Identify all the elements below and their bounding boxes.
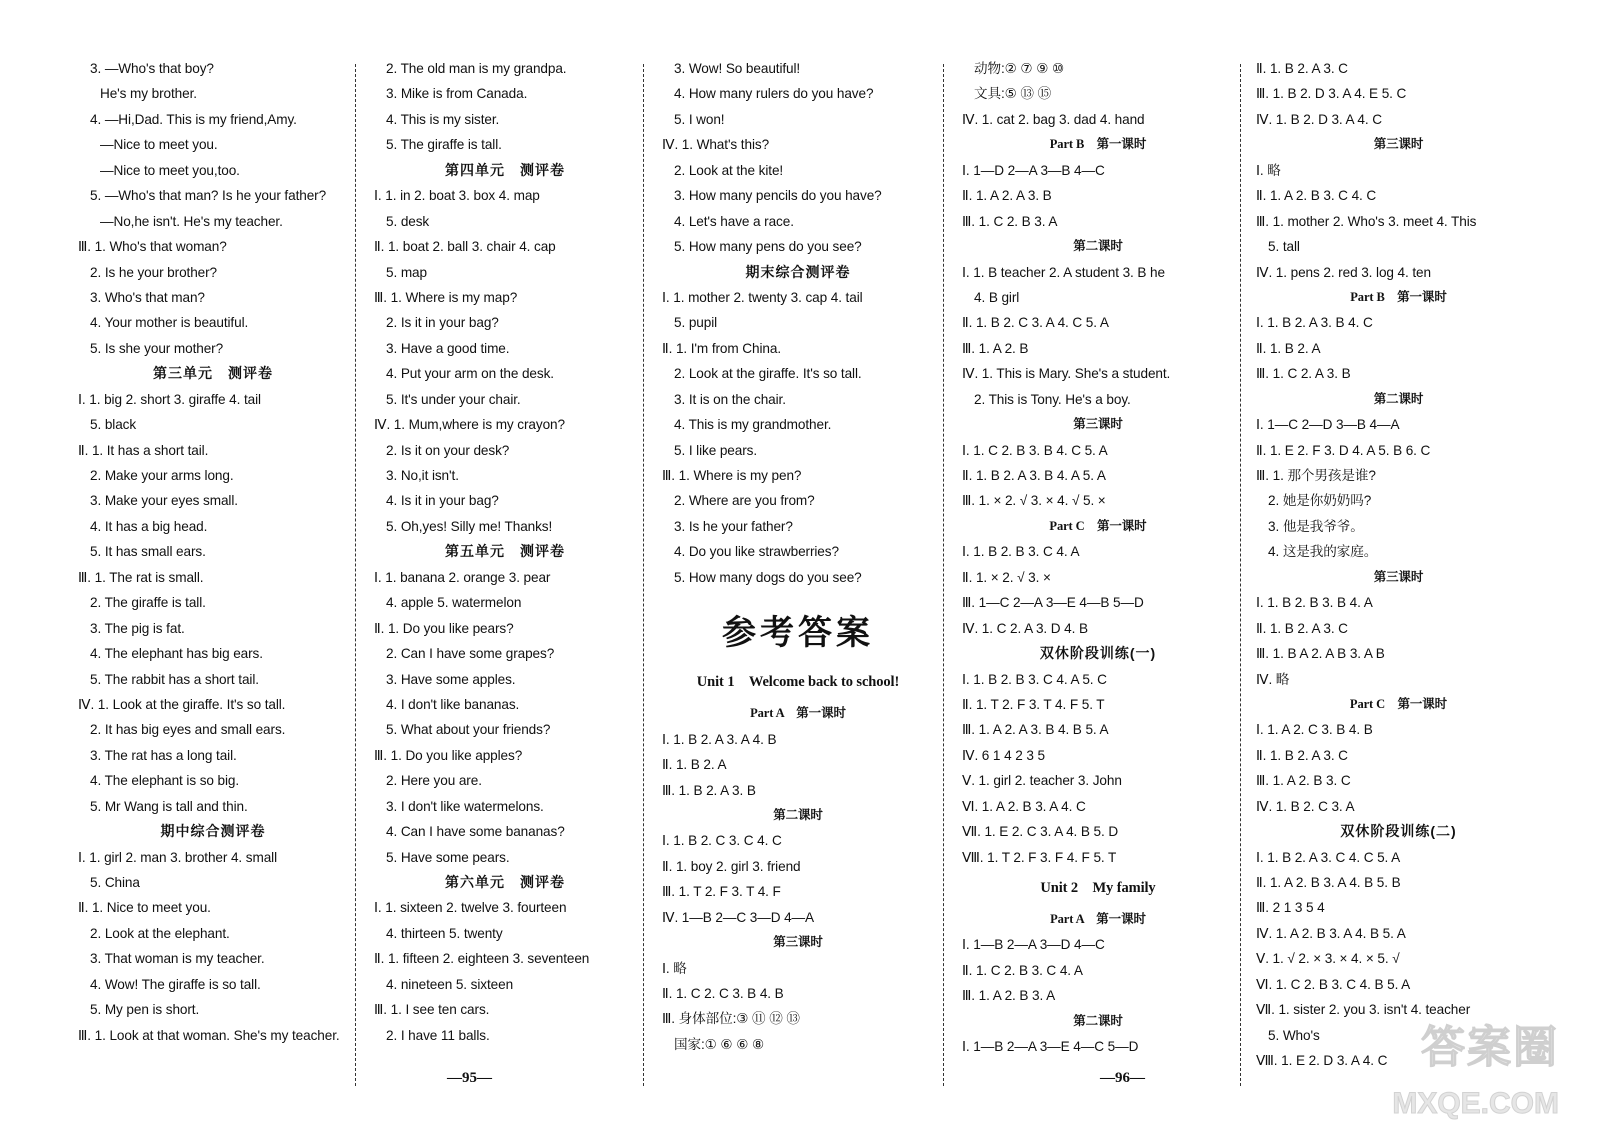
- answer-line: Ⅱ. 1. B 2. A 3. B 4. A 5. A: [962, 468, 1106, 483]
- answer-line: 3. The rat has a long tail.: [90, 747, 237, 763]
- answer-line: 2. Here you are.: [386, 773, 482, 789]
- answer-line: Ⅰ. 1. big 2. short 3. giraffe 4. tail: [78, 391, 261, 407]
- answer-line: 5. China: [90, 875, 140, 890]
- answer-line: Ⅰ. 1—B 2—A 3—D 4—C: [962, 937, 1105, 953]
- answer-line: 4. How many rulers do you have?: [674, 86, 874, 102]
- page-number-left: —95—: [447, 1070, 492, 1086]
- answer-line: 3. Wow! So beautiful!: [674, 61, 801, 76]
- answer-line: 2. This is Tony. He's a boy.: [974, 391, 1131, 407]
- answer-line: 5. What about your friends?: [386, 722, 551, 738]
- answer-line: 2. 她是你奶奶吗?: [1268, 493, 1372, 509]
- answer-line: Ⅲ. 1. A 2. B 3. A: [962, 988, 1056, 1004]
- answer-line: Ⅱ. 1. A 2. B 3. A 4. B 5. B: [1256, 875, 1401, 890]
- answer-line: Ⅲ. 1. B A 2. A B 3. A B: [1256, 646, 1385, 662]
- answer-line: Ⅳ. 1. Mum,where is my crayon?: [374, 417, 565, 433]
- answer-line: Ⅱ. 1. E 2. F 3. D 4. A 5. B 6. C: [1256, 442, 1431, 458]
- section-heading: 第二课时: [773, 807, 823, 822]
- answer-line: 4. B girl: [974, 289, 1020, 305]
- section-heading: Part C 第一课时: [1349, 696, 1448, 711]
- answer-line: Ⅱ. 1. Nice to meet you.: [78, 900, 211, 916]
- answer-line: 3. I don't like watermelons.: [386, 798, 544, 814]
- watermark-logo-text: 答案圈: [1421, 1023, 1559, 1072]
- answer-line: 4. nineteen 5. sixteen: [386, 976, 514, 992]
- answer-line: Ⅱ. 1. It has a short tail.: [78, 442, 209, 458]
- answer-line: Ⅰ. 1. sixteen 2. twelve 3. fourteen: [374, 900, 567, 916]
- column-4: [962, 56, 1234, 1081]
- answer-line: 5. map: [386, 264, 427, 280]
- answer-line: 3. Is he your father?: [674, 518, 793, 534]
- answer-line: Ⅰ. 1. B 2. A 3. C 4. C 5. A: [1256, 849, 1401, 865]
- answer-line: —Nice to meet you,too.: [100, 162, 240, 178]
- answer-line: 5. The rabbit has a short tail.: [90, 671, 259, 687]
- answer-line: 2. I have 11 balls.: [386, 1027, 490, 1043]
- answer-line: 5. It has small ears.: [90, 544, 206, 560]
- section-heading: 第三单元 测评卷: [153, 365, 273, 382]
- answer-line: 3. That woman is my teacher.: [90, 951, 265, 967]
- answer-line: 3. Have some apples.: [386, 671, 516, 687]
- answer-line: 2. Is he your brother?: [90, 264, 218, 280]
- answer-line: Ⅰ. 1—C 2—D 3—B 4—A: [1256, 417, 1400, 433]
- section-heading: Part C 第一课时: [1049, 518, 1147, 533]
- answer-line: Ⅳ. 1. Look at the giraffe. It's so tall.: [78, 696, 286, 712]
- answer-line: Ⅲ. 2 1 3 5 4: [1256, 900, 1325, 916]
- answer-line: 3. Make your eyes small.: [90, 493, 238, 509]
- answer-line: 3. Who's that man?: [90, 289, 205, 305]
- answer-line: Ⅲ. 1. Where is my map?: [374, 289, 518, 305]
- column-divider: [355, 64, 356, 1086]
- answer-line: Ⅴ. 1. √ 2. × 3. × 4. × 5. √: [1256, 951, 1400, 967]
- section-heading: 第二课时: [1073, 1013, 1123, 1028]
- section-heading: 双休阶段训练(二): [1340, 823, 1457, 840]
- answer-line: Ⅱ. 1. A 2. B 3. C 4. C: [1256, 188, 1377, 204]
- answer-line: Ⅰ. 1. mother 2. twenty 3. cap 4. tail: [662, 289, 863, 305]
- answer-line: 动物:② ⑦ ⑨ ⑩: [974, 61, 1065, 76]
- answer-line: Ⅲ. 1. Look at that woman. She's my teacher.: [78, 1027, 340, 1043]
- answer-line: Ⅰ. 略: [662, 960, 687, 976]
- answer-line: Ⅲ. 1. Where is my pen?: [662, 468, 802, 483]
- answer-line: Ⅰ. 1. A 2. C 3. B 4. B: [1256, 722, 1373, 738]
- answer-line: Ⅲ. 1. The rat is small.: [78, 569, 204, 585]
- answer-line: 3. No,it isn't.: [386, 468, 459, 483]
- answer-line: 5. I like pears.: [674, 442, 758, 458]
- answer-line: Ⅰ. 1. girl 2. man 3. brother 4. small: [78, 849, 278, 865]
- answer-line: Ⅶ. 1. sister 2. you 3. isn't 4. teacher: [1256, 1002, 1471, 1018]
- answer-line: 2. Look at the giraffe. It's so tall.: [674, 366, 862, 382]
- answer-line: Ⅲ. 1. 那个男孩是谁?: [1256, 468, 1376, 483]
- answer-line: Ⅰ. 1. B 2. B 3. C 4. A 5. C: [962, 671, 1107, 687]
- answer-line: Ⅵ. 1. C 2. B 3. C 4. B 5. A: [1256, 976, 1411, 992]
- answer-line: Ⅱ. 1. B 2. A: [1256, 340, 1321, 356]
- section-heading: 第三课时: [1373, 569, 1424, 584]
- answer-line: 5. pupil: [674, 315, 718, 331]
- column-divider: [1240, 64, 1241, 1086]
- answer-line: Ⅳ. 1—B 2—C 3—D 4—A: [662, 909, 815, 925]
- answer-line: 4. It has a big head.: [90, 518, 208, 534]
- answer-line: —No,he isn't. He's my teacher.: [100, 213, 283, 229]
- answer-line: 2. Where are you from?: [674, 493, 815, 509]
- answer-line: Ⅱ. 1. boat 2. ball 3. chair 4. cap: [374, 239, 556, 255]
- answer-line: 4. 这是我的家庭。: [1268, 544, 1378, 560]
- section-heading: 第六单元 测评卷: [445, 874, 565, 890]
- answer-line: Ⅲ. 1. T 2. F 3. T 4. F: [662, 884, 781, 900]
- answer-line: Ⅰ. 1. B 2. C 3. C 4. C: [662, 833, 782, 849]
- answer-line: Ⅰ. 略: [1256, 162, 1281, 178]
- answer-line: 2. The giraffe is tall.: [90, 595, 206, 611]
- answer-line: Ⅲ. 1. A 2. B: [962, 340, 1029, 356]
- answer-line: 5. How many pens do you see?: [674, 239, 862, 255]
- answer-line: 4. This is my grandmother.: [674, 417, 832, 433]
- answer-line: Ⅳ. 1. This is Mary. She's a student.: [962, 366, 1171, 382]
- answer-line: 4. Let's have a race.: [674, 213, 794, 229]
- answer-line: Ⅲ. 1. A 2. A 3. B 4. B 5. A: [962, 722, 1109, 738]
- answer-line: Ⅳ. 6 1 4 2 3 5: [962, 747, 1045, 763]
- column-1: [78, 56, 348, 1081]
- page-number-right: —96—: [1100, 1070, 1145, 1086]
- answer-line: 5. The giraffe is tall.: [386, 137, 502, 153]
- answer-line: 4. The elephant is so big.: [90, 773, 240, 789]
- answer-line: Ⅰ. 1. B 2. A 3. A 4. B: [662, 731, 777, 747]
- answer-line: Ⅲ. 1. C 2. A 3. B: [1256, 366, 1351, 382]
- answer-line: 2. Is it in your bag?: [386, 315, 499, 331]
- section-heading: Part A 第一课时: [1050, 912, 1146, 926]
- answer-line: 3. The pig is fat.: [90, 620, 185, 636]
- answer-line: Ⅱ. 1. B 2. A: [662, 757, 727, 773]
- section-heading: 第五单元 测评卷: [445, 543, 565, 560]
- answer-line: Ⅱ. 1. I'm from China.: [662, 340, 781, 356]
- answer-line: Ⅰ. 1. B teacher 2. A student 3. B he: [962, 264, 1165, 280]
- answer-line: 4. thirteen 5. twenty: [386, 925, 503, 941]
- answer-line: 5. —Who's that man? Is he your father?: [90, 188, 327, 204]
- section-heading: 第三课时: [773, 935, 823, 950]
- column-divider: [943, 64, 944, 1086]
- page-title: 参考答案: [722, 613, 874, 654]
- answer-line: Ⅳ. 1. A 2. B 3. A 4. B 5. A: [1256, 925, 1406, 941]
- answer-line: 5. How many dogs do you see?: [674, 569, 862, 585]
- answer-line: Ⅰ. 1—D 2—A 3—B 4—C: [962, 162, 1105, 178]
- answer-line: Ⅱ. 1. T 2. F 3. T 4. F 5. T: [962, 696, 1105, 712]
- answer-line: Ⅱ. 1. A 2. A 3. B: [962, 188, 1052, 204]
- answer-line: Ⅰ. 1. B 2. A 3. B 4. C: [1256, 315, 1373, 331]
- site-watermark: [1369, 1011, 1559, 1121]
- watermark-url: MXQE.COM: [1392, 1087, 1559, 1120]
- answer-line: 2. The old man is my grandpa.: [386, 61, 567, 76]
- answer-line: Ⅳ. 1. B 2. D 3. A 4. C: [1256, 111, 1382, 127]
- answer-line: Ⅲ. 1. × 2. √ 3. × 4. √ 5. ×: [962, 493, 1106, 509]
- answer-line: Ⅴ. 1. girl 2. teacher 3. John: [962, 773, 1122, 789]
- answer-line: 2. Look at the kite!: [674, 162, 784, 178]
- answer-line: Ⅳ. 1. B 2. C 3. A: [1256, 798, 1355, 814]
- answer-line: Ⅲ. 1. A 2. B 3. C: [1256, 773, 1351, 789]
- answer-line: Ⅲ. 1. C 2. B 3. A: [962, 213, 1058, 229]
- answer-line: Ⅶ. 1. E 2. C 3. A 4. B 5. D: [962, 824, 1119, 840]
- answer-line: 2. Is it on your desk?: [386, 442, 510, 458]
- answer-line: 3. 他是我爷爷。: [1268, 518, 1364, 534]
- column-2: [374, 56, 636, 1081]
- answer-line: Ⅱ. 1. B 2. A 3. C: [1256, 61, 1348, 76]
- answer-line: 3. Mike is from Canada.: [386, 86, 528, 102]
- answer-line: Ⅱ. 1. B 2. A 3. C: [1256, 620, 1348, 636]
- answer-line: Ⅱ. 1. × 2. √ 3. ×: [962, 569, 1051, 585]
- answer-line: 5. desk: [386, 213, 430, 229]
- section-heading: 第三课时: [1073, 417, 1123, 432]
- answer-line: Ⅷ. 1. T 2. F 3. F 4. F 5. T: [962, 849, 1117, 865]
- answer-line: —Nice to meet you.: [100, 137, 218, 153]
- answer-line: Ⅰ. 1. B 2. B 3. B 4. A: [1256, 595, 1373, 611]
- answer-line: 3. —Who's that boy?: [90, 61, 214, 76]
- answer-line: 4. I don't like bananas.: [386, 696, 520, 712]
- section-heading: 第二课时: [1373, 391, 1424, 406]
- answer-line: Ⅰ. 1. B 2. B 3. C 4. A: [962, 544, 1080, 560]
- answer-line: Ⅱ. 1. fifteen 2. eighteen 3. seventeen: [374, 951, 590, 967]
- answer-line: 5. Oh,yes! Silly me! Thanks!: [386, 518, 553, 534]
- answer-line: Ⅲ. 1. mother 2. Who's 3. meet 4. This: [1256, 213, 1477, 229]
- section-heading: 双休阶段训练(一): [1039, 645, 1157, 662]
- answer-line: 4. This is my sister.: [386, 111, 500, 127]
- answer-line: 5. My pen is short.: [90, 1002, 200, 1018]
- answer-line: 5. tall: [1268, 239, 1300, 255]
- answer-line: 2. It has big eyes and small ears.: [90, 722, 286, 738]
- answer-line: Ⅲ. 身体部位:③ ⑪ ⑫ ⑬: [662, 1011, 800, 1027]
- answer-line: Ⅳ. 1. C 2. A 3. D 4. B: [962, 620, 1088, 636]
- answer-line: 3. How many pencils do you have?: [674, 188, 882, 204]
- answer-line: 5. black: [90, 417, 137, 433]
- answer-line: Ⅲ. 1. Do you like apples?: [374, 747, 523, 763]
- answer-line: Ⅲ. 1. I see ten cars.: [374, 1002, 490, 1018]
- answer-line: 2. Can I have some grapes?: [386, 646, 555, 662]
- answer-line: 4. Do you like strawberries?: [674, 544, 839, 560]
- answer-line: Ⅳ. 1. pens 2. red 3. log 4. ten: [1256, 264, 1431, 280]
- answer-line: Ⅰ. 1. in 2. boat 3. box 4. map: [374, 188, 540, 204]
- answer-line: 4. —Hi,Dad. This is my friend,Amy.: [90, 111, 297, 127]
- answer-line: 5. Is she your mother?: [90, 340, 224, 356]
- answer-line: 3. It is on the chair.: [674, 391, 786, 407]
- answer-line: 4. Is it in your bag?: [386, 493, 499, 509]
- answer-line: 2. Look at the elephant.: [90, 925, 230, 941]
- section-heading: Part A 第一课时: [750, 706, 846, 721]
- answer-line: Ⅲ. 1. Who's that woman?: [78, 239, 227, 255]
- section-heading: 第四单元 测评卷: [445, 161, 565, 178]
- unit-heading: Unit 2 My family: [1040, 880, 1156, 896]
- answer-line: Ⅱ. 1. Do you like pears?: [374, 620, 514, 636]
- answer-line: 国家:① ⑥ ⑥ ⑧: [674, 1036, 765, 1052]
- answer-line: 4. apple 5. watermelon: [386, 595, 522, 611]
- answer-line: 5. I won!: [674, 111, 725, 127]
- answer-line: Ⅱ. 1. C 2. C 3. B 4. B: [662, 986, 784, 1001]
- answer-line: Ⅲ. 1. B 2. D 3. A 4. E 5. C: [1256, 86, 1407, 102]
- section-heading: Part B 第一课时: [1049, 137, 1147, 152]
- answer-line: 5. It's under your chair.: [386, 391, 521, 407]
- answer-line: 4. Can I have some bananas?: [386, 824, 565, 840]
- answer-line: 3. Have a good time.: [386, 340, 510, 356]
- section-heading: 期中综合测评卷: [160, 823, 266, 840]
- spacer: [662, 590, 934, 602]
- column-divider: [643, 64, 644, 1086]
- answer-line: Ⅲ. 1—C 2—A 3—E 4—B 5—D: [962, 595, 1144, 611]
- answer-line: 文具:⑤ ⑬ ⑮: [974, 86, 1052, 102]
- answer-line: 5. Mr Wang is tall and thin.: [90, 798, 248, 814]
- answer-line: Ⅰ. 1—B 2—A 3—E 4—C 5—D: [962, 1039, 1139, 1055]
- answer-line: 2. Make your arms long.: [90, 468, 234, 483]
- column-3: [662, 56, 934, 1081]
- answer-line: 4. Wow! The giraffe is so tall.: [90, 976, 261, 992]
- answer-line: 4. Your mother is beautiful.: [90, 315, 249, 331]
- answer-line: Ⅲ. 1. B 2. A 3. B: [662, 782, 756, 798]
- answer-line: He's my brother.: [100, 86, 197, 102]
- answer-line: 4. The elephant has big ears.: [90, 646, 263, 662]
- answer-line: Ⅳ. 1. What's this?: [662, 137, 770, 153]
- answer-line: Ⅷ. 1. E 2. D 3. A 4. C: [1256, 1053, 1388, 1069]
- section-heading: Part B 第一课时: [1350, 289, 1447, 304]
- answer-line: Ⅱ. 1. B 2. C 3. A 4. C 5. A: [962, 315, 1109, 331]
- section-heading: 第二课时: [1073, 239, 1123, 254]
- answer-line: Ⅳ. 1. cat 2. bag 3. dad 4. hand: [962, 111, 1145, 127]
- answer-line: Ⅱ. 1. boy 2. girl 3. friend: [662, 858, 801, 874]
- answer-line: 4. Put your arm on the desk.: [386, 366, 554, 382]
- section-heading: 期末综合测评卷: [745, 263, 851, 280]
- answer-line: Ⅰ. 1. C 2. B 3. B 4. C 5. A: [962, 442, 1108, 458]
- section-heading: 第三课时: [1373, 137, 1424, 152]
- unit-heading: Unit 1 Welcome back to school!: [696, 674, 900, 691]
- column-5: [1256, 56, 1541, 1081]
- answer-line: 5. Who's: [1268, 1027, 1320, 1043]
- answer-line: Ⅳ. 略: [1256, 671, 1290, 687]
- answer-line: Ⅵ. 1. A 2. B 3. A 4. C: [962, 798, 1086, 814]
- answer-line: Ⅱ. 1. B 2. A 3. C: [1256, 747, 1348, 763]
- answer-line: Ⅱ. 1. C 2. B 3. C 4. A: [962, 962, 1083, 978]
- answer-line: Ⅰ. 1. banana 2. orange 3. pear: [374, 569, 551, 585]
- answer-line: 5. Have some pears.: [386, 849, 510, 865]
